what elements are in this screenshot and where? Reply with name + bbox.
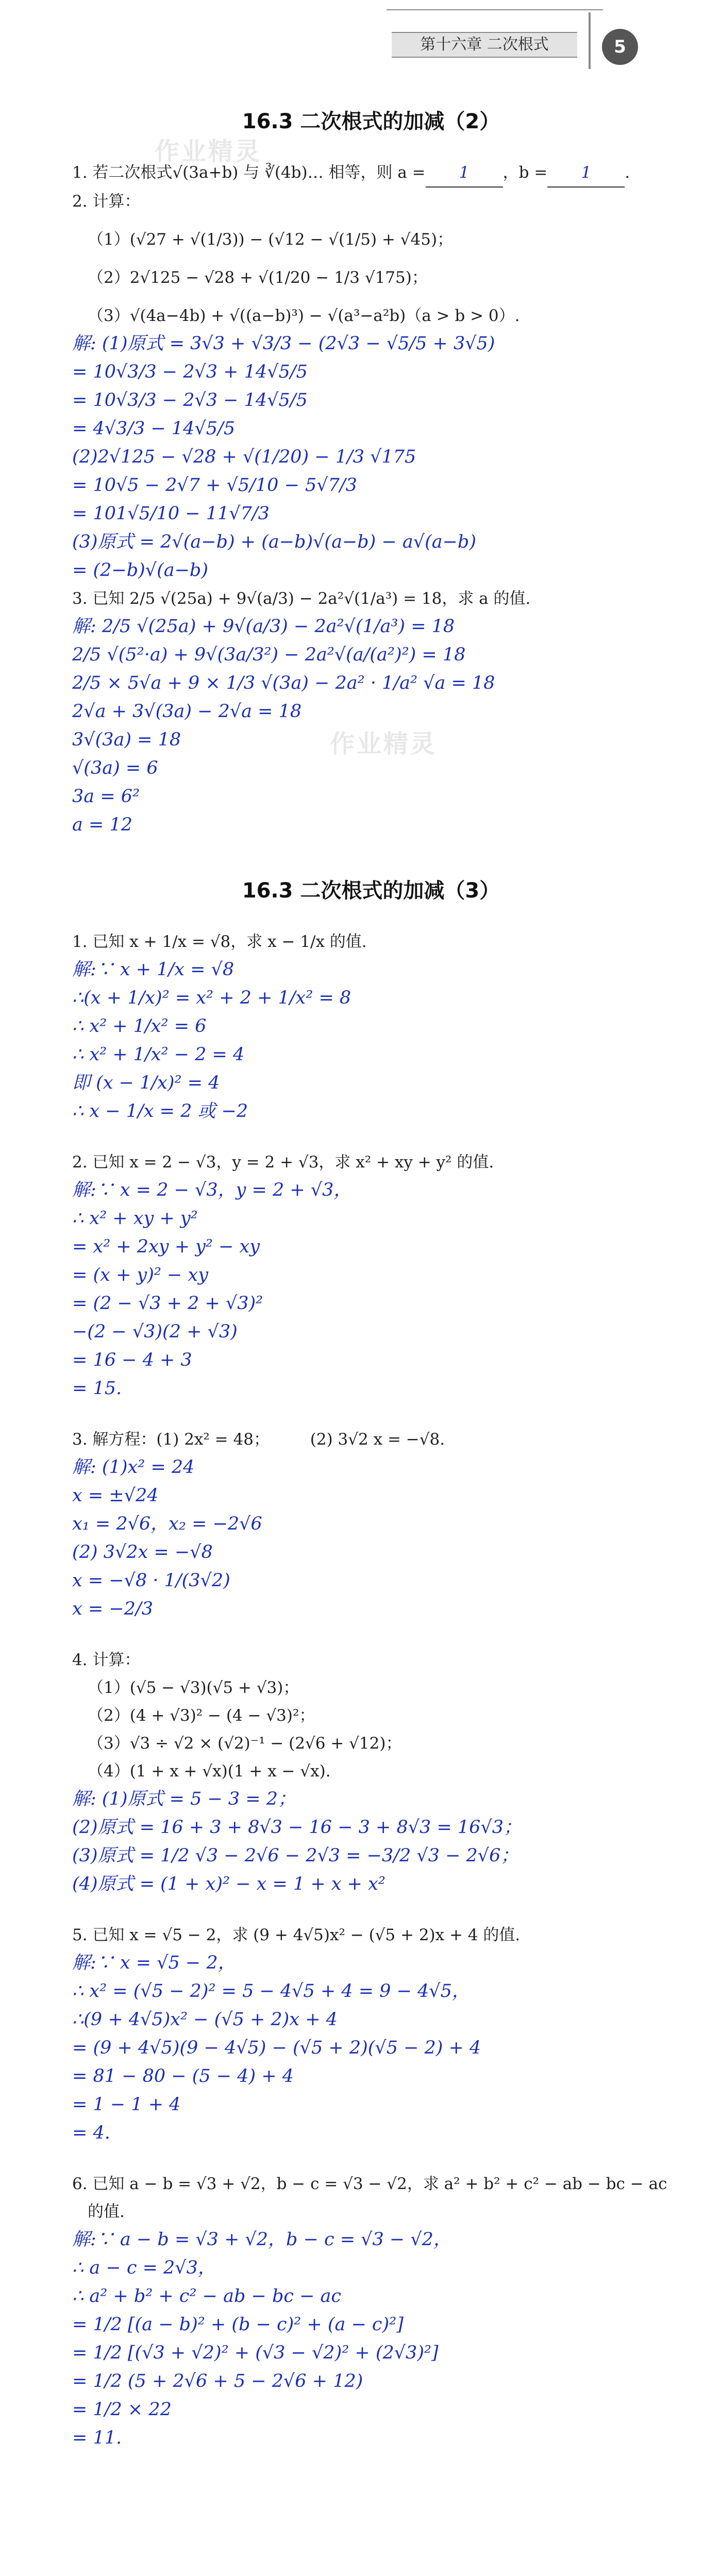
question-2: 2. 已知 x = 2 − √3，y = 2 + √3，求 x² + xy + y² 的值. — [72, 1153, 494, 1172]
answer-line: x₁ = 2√6，x₂ = −2√6 — [72, 1514, 262, 1534]
answer-line: = (x + y)² − xy — [72, 1265, 208, 1285]
question-5: 5. 已知 x = √5 − 2，求 (9 + 4√5)x² − (√5 + 2)x + 4 的值. — [72, 1926, 521, 1944]
answer-block — [72, 330, 670, 585]
section-title: 16.3 二次根式的加减（2） — [242, 110, 500, 133]
answer-line: ∴ x² + 1/x² = 6 — [72, 1016, 207, 1037]
answer-line: = 11. — [72, 2428, 122, 2448]
answer-line: = 1/2 (5 + 2√6 + 5 − 2√6 + 12) — [72, 2371, 363, 2392]
answer-blank-a: 1 — [426, 159, 503, 188]
answer-line: = (9 + 4√5)(9 − 4√5) − (√5 + 2)(√5 − 2) + 4 — [72, 2038, 481, 2058]
section-title: 16.3 二次根式的加减（3） — [242, 879, 500, 903]
question-2: 2. 计算： — [72, 192, 141, 211]
question-1-text: 1. 若二次根式√(3a+b) 与 ∛(4b)… 相等，则 a = — [72, 163, 426, 182]
header-rule — [387, 9, 603, 10]
answer-line: (3)原式 = 1/2 √3 − 2√6 − 2√3 = −3/2 √3 − 2√6； — [72, 1845, 519, 1866]
answer-line: 解: (1)x² = 24 — [72, 1457, 195, 1478]
watermark-logo: 作业精灵 — [155, 137, 262, 166]
worksheet-content — [72, 93, 670, 2452]
question-4-part-3: （3）√3 ÷ √2 × (√2)⁻¹ − (2√6 + √12)； — [88, 1734, 402, 1753]
answer-line: (4)原式 = (1 + x)² − x = 1 + x + x² — [72, 1874, 385, 1894]
header-divider — [589, 12, 591, 69]
question-4-part-4: （4）(1 + x + √x)(1 + x − √x). — [88, 1762, 331, 1781]
question-3: 3. 已知 2/5 √(25a) + 9√(a/3) − 2a²√(1/a³) = 18，求 a 的值. — [72, 589, 531, 608]
question-1 — [72, 159, 670, 188]
answer-line: a = 12 — [72, 815, 132, 835]
question-2-part-2: （2）2√125 − √28 + √(1/20 − 1/3 √175)； — [88, 268, 428, 287]
answer-line: ∴ x² + 1/x² − 2 = 4 — [72, 1044, 245, 1065]
answer-line: 2/5 × 5√a + 9 × 1/3 √(3a) − 2a² · 1/a² √a = 18 — [72, 673, 495, 693]
answer-line: = 10√3/3 − 2√3 + 14√5/5 — [72, 362, 308, 382]
answer-line: = 1/2 [(√3 + √2)² + (√3 − √2)² + (2√3)²] — [72, 2343, 439, 2363]
answer-line: 2√a + 3√(3a) − 2√a = 18 — [72, 701, 302, 722]
question-2-part-1: （1）(√27 + √(1/3)) − (√12 − √(1/5) + √45)； — [88, 230, 454, 249]
answer-line: = x² + 2xy + y² − xy — [72, 1236, 260, 1257]
answer-block — [72, 1176, 670, 1403]
answer-line: = 10√3/3 − 2√3 − 14√5/5 — [72, 390, 308, 411]
answer-line: ∴ a² + b² + c² − ab − bc − ac — [72, 2286, 341, 2307]
answer-block — [72, 2226, 670, 2452]
watermark-logo: 作业精灵 — [330, 730, 438, 758]
answer-line: = 1 − 1 + 4 — [72, 2094, 181, 2115]
answer-line: 解: (1)原式 = 5 − 3 = 2； — [72, 1789, 296, 1809]
question-4-part-2: （2）(4 + √3)² − (4 − √3)²； — [88, 1706, 315, 1725]
answer-line: = (2 − √3 + 2 + √3)² — [72, 1293, 263, 1314]
chapter-title: 第十六章 二次根式 — [392, 32, 577, 58]
answer-line: 解: 2/5 √(25a) + 9√(a/3) − 2a²√(1/a³) = 18 — [72, 616, 455, 637]
answer-line: ∴ x² + xy + y² — [72, 1208, 198, 1229]
answer-line: x = −2/3 — [72, 1599, 153, 1619]
answer-line: = 15. — [72, 1378, 122, 1399]
answer-line: 解: (1)原式 = 3√3 + √3/3 − (2√3 − √5/5 + 3√5) — [72, 333, 495, 354]
question-4: 4. 计算： — [72, 1651, 141, 1669]
answer-line: −(2 − √3)(2 + √3) — [72, 1321, 238, 1342]
answer-block — [72, 1453, 670, 1623]
answer-block — [72, 1785, 670, 1899]
question-6-cont: 的值. — [88, 2202, 125, 2221]
question-1: 1. 已知 x + 1/x = √8，求 x − 1/x 的值. — [72, 933, 367, 951]
answer-line: (2)2√125 − √28 + √(1/20) − 1/3 √175 — [72, 447, 416, 467]
question-1-mid: ，b = — [502, 163, 548, 182]
answer-line: (2)原式 = 16 + 3 + 8√3 − 16 − 3 + 8√3 = 16√3； — [72, 1817, 522, 1838]
answer-line: (3)原式 = 2√(a−b) + (a−b)√(a−b) − a√(a−b) — [72, 532, 476, 552]
question-2-part-3: （3）√(4a−4b) + √((a−b)³) − √(a³−a²b)（a > b > 0）. — [88, 307, 520, 325]
question-1-end: . — [625, 163, 630, 182]
question-4-part-1: （1）(√5 − √3)(√5 + √3)； — [88, 1679, 299, 1697]
answer-line: = 4. — [72, 2123, 110, 2143]
answer-line: = (2−b)√(a−b) — [72, 560, 208, 581]
answer-line: = 16 − 4 + 3 — [72, 1350, 192, 1370]
answer-line: = 1/2 × 22 — [72, 2399, 172, 2420]
answer-line: √(3a) = 6 — [72, 758, 158, 778]
answer-line: = 10√5 − 2√7 + √5/10 − 5√7/3 — [72, 475, 357, 496]
answer-line: 解:∵ x = 2 − √3，y = 2 + √3， — [72, 1180, 352, 1200]
answer-line: = 81 − 80 − (5 − 4) + 4 — [72, 2066, 294, 2087]
answer-line: 解:∵ x + 1/x = √8 — [72, 959, 234, 980]
answer-line: ∴(x + 1/x)² = x² + 2 + 1/x² = 8 — [72, 988, 351, 1008]
question-3: 3. 解方程：(1) 2x² = 48； (2) 3√2 x = −√8. — [72, 1430, 445, 1449]
answer-line: = 4√3/3 − 14√5/5 — [72, 418, 236, 439]
answer-line: ∴(9 + 4√5)x² − (√5 + 2)x + 4 — [72, 2009, 338, 2030]
answer-block — [72, 956, 670, 1126]
question-6: 6. 已知 a − b = √3 + √2，b − c = √3 − √2，求 a² + b² + c² − ab − bc − ac — [72, 2175, 667, 2193]
answer-line: 3a = 6² — [72, 786, 140, 807]
answer-line: 2/5 √(5²·a) + 9√(3a/3²) − 2a²√(a/(a²)²) = 18 — [72, 645, 466, 665]
answer-line: = 101√5/10 − 11√7/3 — [72, 503, 270, 524]
answer-block — [72, 613, 670, 839]
answer-line: 解:∵ x = √5 − 2， — [72, 1953, 236, 1973]
answer-line: ∴ x − 1/x = 2 或 −2 — [72, 1101, 248, 1122]
answer-line: = 1/2 [(a − b)² + (b − c)² + (a − c)²] — [72, 2314, 404, 2335]
answer-line: 解:∵ a − b = √3 + √2，b − c = √3 − √2， — [72, 2229, 451, 2250]
answer-line: 即 (x − 1/x)² = 4 — [72, 1073, 220, 1093]
answer-line: (2) 3√2x = −√8 — [72, 1542, 213, 1563]
answer-line: x = −√8 · 1/(3√2) — [72, 1570, 230, 1591]
answer-blank-b: 1 — [547, 159, 625, 188]
answer-line: ∴ x² = (√5 − 2)² = 5 − 4√5 + 4 = 9 − 4√5， — [72, 1981, 470, 2002]
answer-line: 3√(3a) = 18 — [72, 730, 181, 750]
page-number: 5 — [602, 29, 638, 65]
answer-block — [72, 1949, 670, 2147]
answer-line: ∴ a − c = 2√3， — [72, 2258, 216, 2278]
answer-line: x = ±√24 — [72, 1485, 159, 1506]
